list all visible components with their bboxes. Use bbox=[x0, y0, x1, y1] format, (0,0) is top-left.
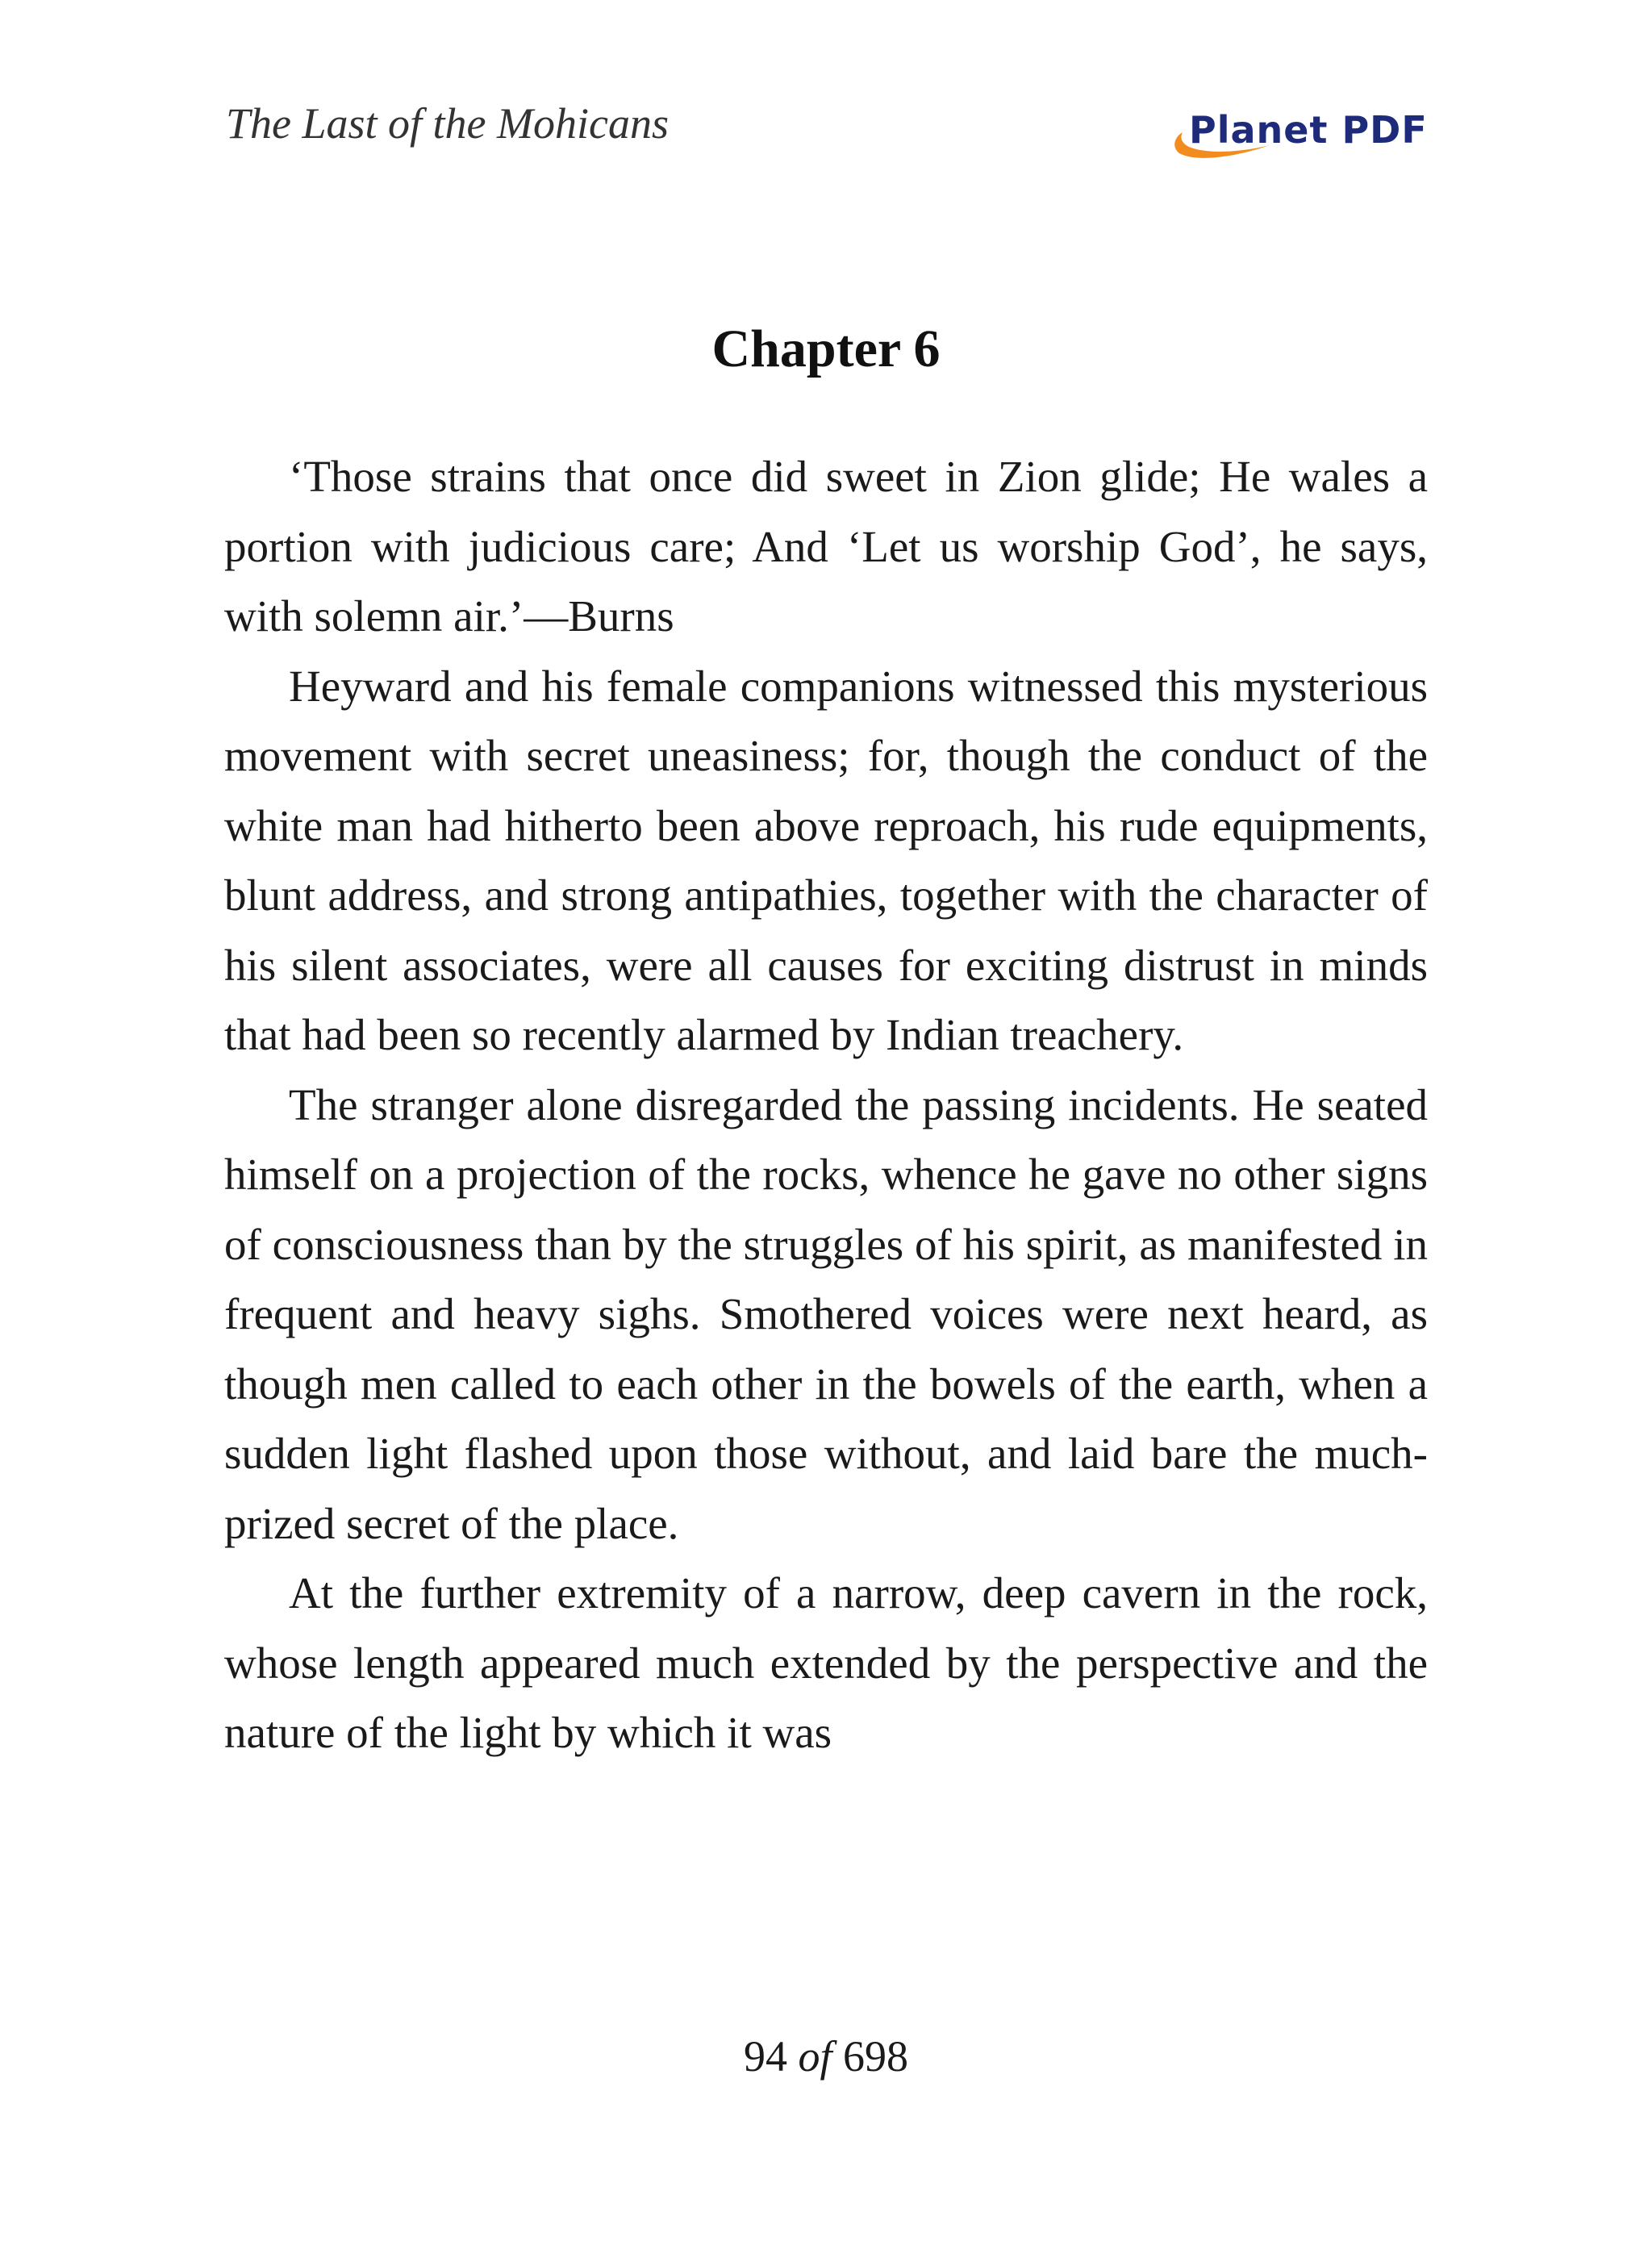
paragraph: At the further extremity of a narrow, deep cavern in the rock, whose length appeared much extended by the perspective and the nature of the light by which it was bbox=[224, 1568, 1428, 1757]
running-title: The Last of the Mohicans bbox=[226, 99, 669, 148]
logo-text: Planet PDF bbox=[1189, 108, 1428, 152]
paragraph-epigraph: ‘Those strains that once did sweet in Zion glide; He wales a portion with judicious care; And ‘Let us worship God’, he says, with solemn air.’—Burns bbox=[224, 452, 1428, 641]
page-number: 94 bbox=[743, 2032, 787, 2081]
total-pages: 698 bbox=[843, 2032, 908, 2081]
paragraph: The stranger alone disregarded the passing incidents. He seated himself on a projection of the rocks, whence he gave no other signs of consciousness than by the struggles of his spirit, as manifested in frequent and heavy sighs. Smothered voices were next heard, as though men called to each other in the bowels of the earth, when a sudden light flashed upon those without, and laid bare the much-prized secret of the place. bbox=[224, 1079, 1428, 1548]
body-text bbox=[224, 442, 1428, 1768]
chapter-title: Chapter 6 bbox=[711, 319, 941, 378]
page-of-label: of bbox=[798, 2032, 832, 2081]
paragraph: Heyward and his female companions witnessed this mysterious movement with secret uneasiness; for, though the conduct of the white man had hitherto been above reproach, his rude equipments, blunt address, and strong antipathies, together with the character of his silent associates, were all causes for exciting distrust in minds that had been so recently alarmed by Indian treachery. bbox=[224, 661, 1428, 1059]
planet-pdf-logo[interactable] bbox=[1165, 103, 1431, 168]
page-footer bbox=[0, 2032, 1652, 2081]
